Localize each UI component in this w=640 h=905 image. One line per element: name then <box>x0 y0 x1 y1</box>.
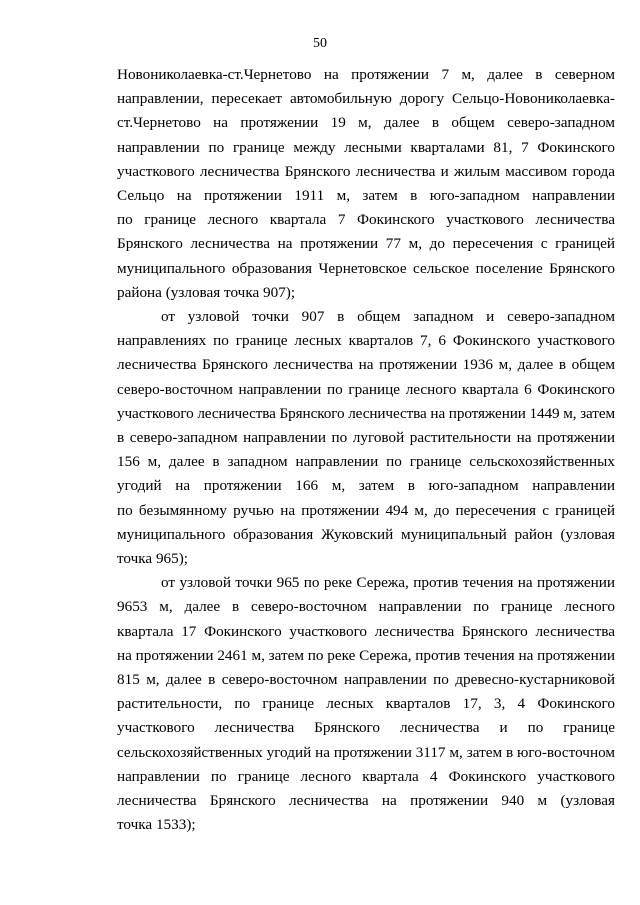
page-number: 50 <box>313 36 327 51</box>
text-line: точка 1533); <box>117 816 196 834</box>
paragraph-2 <box>117 305 615 571</box>
text-line: Новониколаевка-ст.Чернетово на протяжении 7 м, далее в северном <box>117 66 615 83</box>
text-line: муниципального образования Жуковский муниципальный район (узловая <box>117 525 615 543</box>
text-line: по безымянному ручью на протяжении 494 м, до пересечения с границей <box>117 501 615 519</box>
text-line: направлении, пересекает автомобильную дорогу Сельцо-Новониколаевка- <box>117 90 615 108</box>
text-line: угодий на протяжении 166 м, затем в юго-западном направлении <box>117 477 615 495</box>
text-line: ст.Чернетово на протяжении 19 м, далее в общем северо-западном <box>117 114 615 132</box>
text-line: от узловой точки 965 по реке Сережа, против течения на протяжении <box>161 574 615 592</box>
text-line: северо-восточном направлении по границе лесного квартала 6 Фокинского <box>117 380 615 398</box>
text-line: участкового лесничества Брянского лесничества на протяжении 1449 м, затем <box>117 404 615 422</box>
text-line: направлении по границе лесного квартала 4 Фокинского участкового <box>117 767 615 785</box>
text-line: участкового лесничества Брянского лесничества и по границе <box>117 719 615 737</box>
text-line: от узловой точки 907 в общем западном и северо-западном <box>161 308 615 326</box>
text-line: сельскохозяйственных угодий на протяжении 3117 м, затем в юго-восточном <box>117 743 615 761</box>
paragraph-3 <box>117 571 615 837</box>
text-line: в северо-западном направлении по луговой растительности на протяжении <box>117 429 615 447</box>
text-line: района (узловая точка 907); <box>117 283 296 301</box>
text-line: участкового лесничества Брянского лесничества и жилым массивом города <box>117 162 615 180</box>
text-line: растительности, по границе лесных кварталов 17, 3, 4 Фокинского <box>117 695 615 713</box>
document-body <box>117 63 615 838</box>
text-line: 815 м, далее в северо-восточном направлении по древесно-кустарниковой <box>117 671 615 689</box>
text-line: квартала 17 Фокинского участкового лесничества Брянского лесничества <box>117 622 615 640</box>
paragraph-1 <box>117 63 615 305</box>
text-line: точка 965); <box>117 550 189 568</box>
text-line: направлениях по границе лесных кварталов 7, 6 Фокинского участкового <box>117 332 615 350</box>
text-line: Сельцо на протяжении 1911 м, затем в юго-западном направлении <box>117 187 615 205</box>
text-line: по границе лесного квартала 7 Фокинского участкового лесничества <box>117 211 615 229</box>
text-line: 9653 м, далее в северо-восточном направлении по границе лесного <box>117 598 615 616</box>
text-line: муниципального образования Чернетовское сельское поселение Брянского <box>117 259 615 277</box>
text-line: лесничества Брянского лесничества на протяжении 1936 м, далее в общем <box>117 356 615 374</box>
text-line: на протяжении 2461 м, затем по реке Сережа, против течения на протяжении <box>117 646 615 664</box>
text-line: направлении по границе между лесными кварталами 81, 7 Фокинского <box>117 138 615 156</box>
text-line: лесничества Брянского лесничества на протяжении 940 м (узловая <box>117 792 615 810</box>
text-line: 156 м, далее в западном направлении по границе сельскохозяйственных <box>117 453 615 471</box>
text-line: Брянского лесничества на протяжении 77 м, до пересечения с границей <box>117 235 615 253</box>
